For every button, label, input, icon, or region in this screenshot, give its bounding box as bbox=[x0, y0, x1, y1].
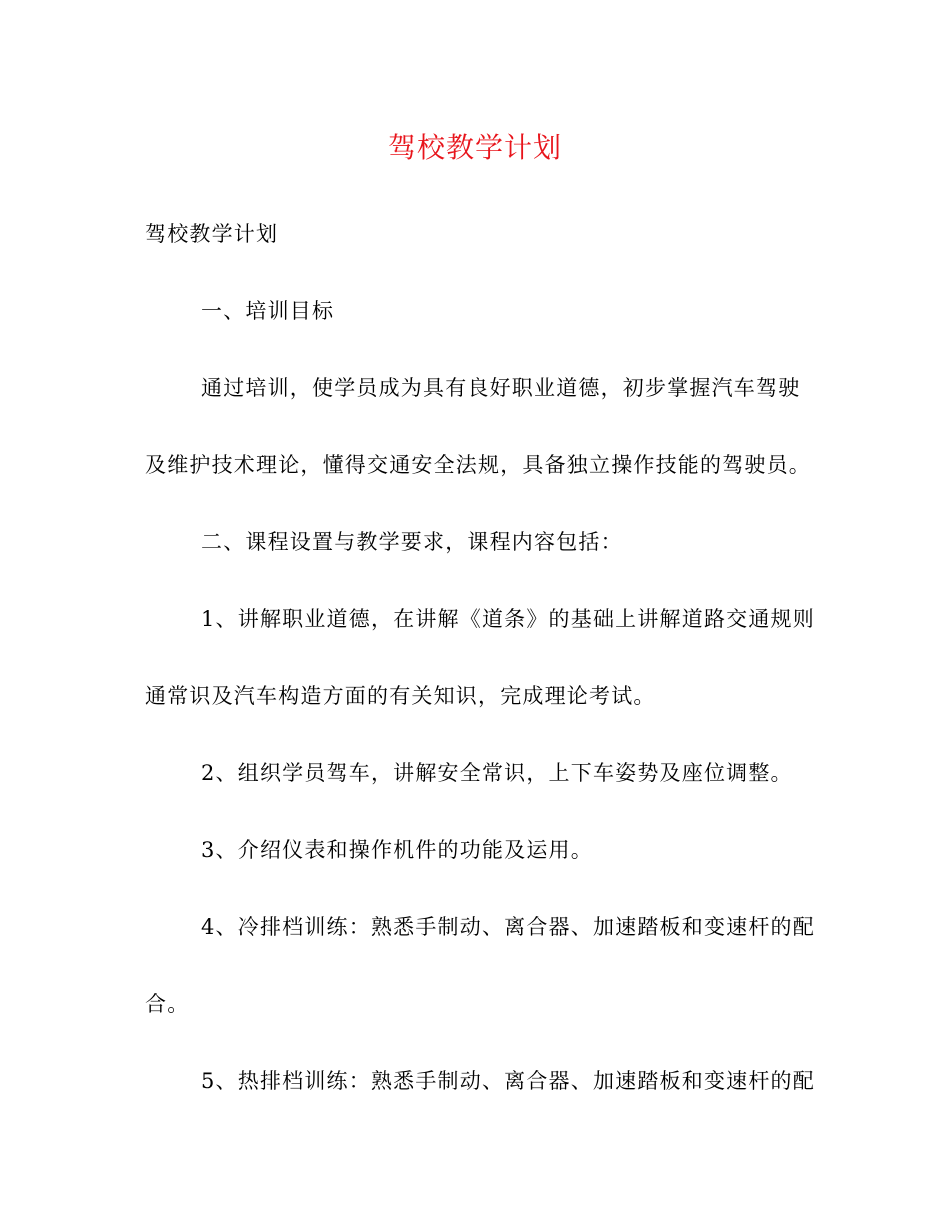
body-line: 及维护技术理论，懂得交通安全法规，具备独立操作技能的驾驶员。 bbox=[145, 453, 811, 477]
body-line: 二、课程设置与教学要求，课程内容包括： bbox=[201, 530, 623, 554]
body-line: 2、组织学员驾车，讲解安全常识，上下车姿势及座位调整。 bbox=[201, 761, 793, 785]
body-line: 4、冷排档训练：熟悉手制动、离合器、加速踏板和变速杆的配 bbox=[201, 915, 815, 939]
body-line: 驾校教学计划 bbox=[145, 222, 279, 246]
body-line: 5、热排档训练：熟悉手制动、离合器、加速踏板和变速杆的配 bbox=[201, 1069, 815, 1093]
body-line: 通常识及汽车构造方面的有关知识，完成理论考试。 bbox=[145, 684, 656, 708]
body-line: 3、介绍仪表和操作机件的功能及运用。 bbox=[201, 838, 593, 862]
body-line: 通过培训，使学员成为具有良好职业道德，初步掌握汽车驾驶 bbox=[201, 376, 801, 400]
body-line: 合。 bbox=[145, 992, 190, 1016]
body-line: 1、讲解职业道德，在讲解《道条》的基础上讲解道路交通规则 bbox=[201, 607, 815, 631]
document-title: 驾校教学计划 bbox=[387, 131, 562, 164]
body-line: 一、培训目标 bbox=[201, 299, 335, 323]
document-body bbox=[145, 210, 815, 1134]
